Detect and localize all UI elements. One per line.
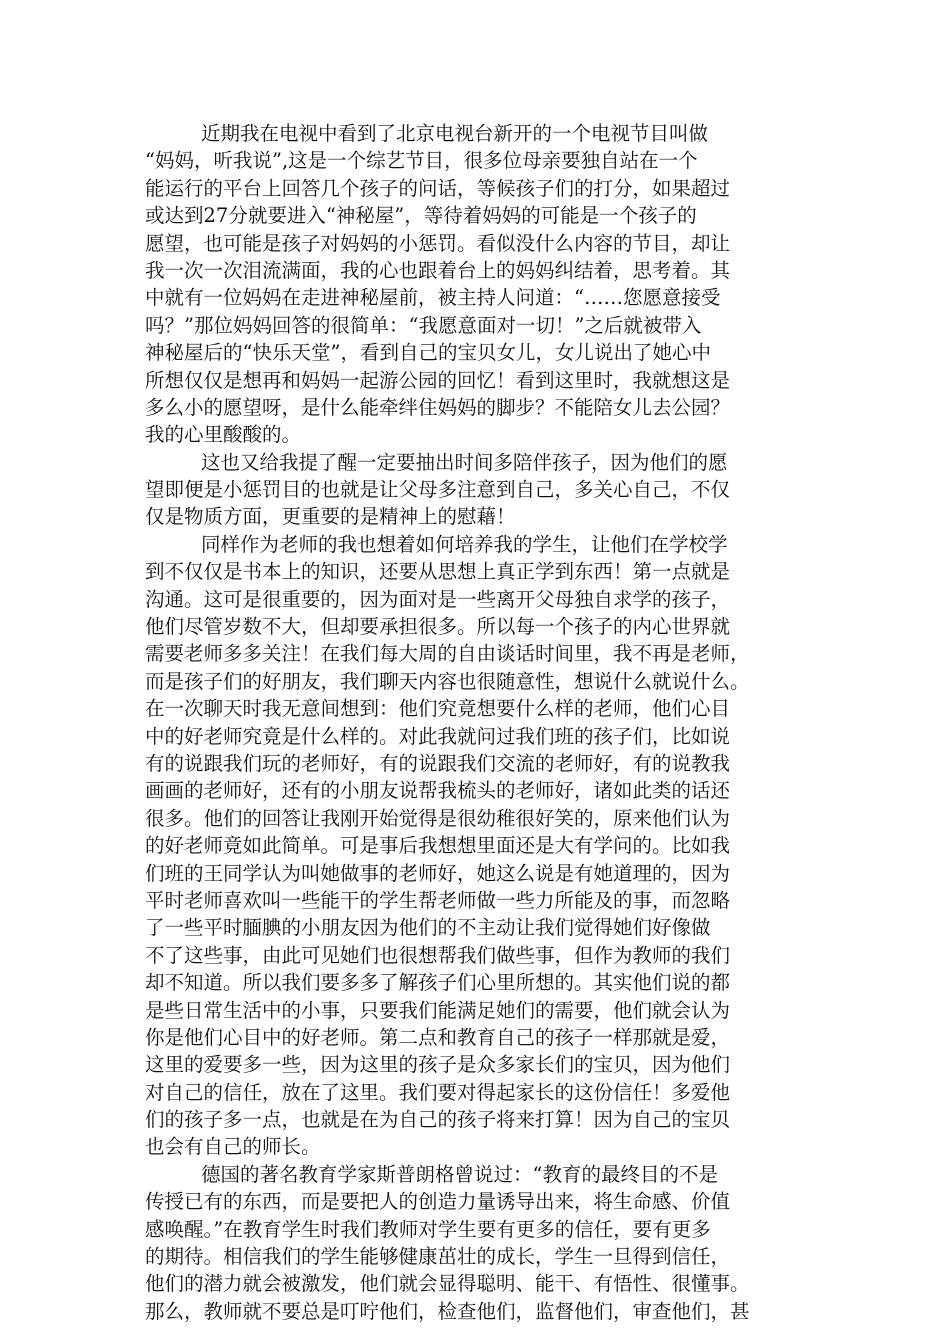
text-line: 同样作为老师的我也想着如何培养我的学生，让他们在学校学 <box>201 532 728 556</box>
text-line: 你是他们心目中的好老师。第二点和教育自己的孩子一样那就是爱， <box>145 1025 731 1049</box>
text-line: 是些日常生活中的小事，只要我们能满足她们的需要，他们就会认为 <box>145 998 731 1022</box>
text-line: 他们的潜力就会被激发，他们就会显得聪明、能干、有悟性、很懂事。 <box>145 1272 750 1296</box>
text-line: 而是孩子们的好朋友，我们聊天内容也很随意性，想说什么就说什么。 <box>145 669 750 693</box>
document-body <box>145 120 810 1325</box>
text-line: 我一次一次泪流满面，我的心也跟着台上的妈妈纠结着，思考着。其 <box>145 258 731 282</box>
text-line: 们班的王同学认为叫她做事的老师好，她这么说是有她道理的，因为 <box>145 861 731 885</box>
text-line: 望即便是小惩罚目的也就是让父母多注意到自己，多关心自己，不仅 <box>145 478 731 502</box>
text-line: 神秘屋后的“快乐天堂”，看到自己的宝贝女儿，女儿说出了她心中 <box>145 341 711 365</box>
text-line: 这也又给我提了醒一定要抽出时间多陪伴孩子，因为他们的愿 <box>201 450 728 474</box>
text-line: 了一些平时腼腆的小朋友因为他们的不主动让我们觉得她们好像做 <box>145 916 711 940</box>
text-line: 平时老师喜欢叫一些能干的学生帮老师做一些力所能及的事，而忽略 <box>145 888 731 912</box>
text-line: 的好老师竟如此简单。可是事后我想想里面还是大有学问的。比如我 <box>145 834 731 858</box>
text-line: 在一次聊天时我无意间想到：他们究竟想要什么样的老师，他们心目 <box>145 697 731 721</box>
text-line: 中的好老师究竟是什么样的。对此我就问过我们班的孩子们，比如说 <box>145 724 731 748</box>
text-line: “妈妈，听我说”,这是一个综艺节目，很多位母亲要独自站在一个 <box>145 149 698 173</box>
text-line: 能运行的平台上回答几个孩子的问话，等候孩子们的打分，如果超过 <box>145 176 731 200</box>
text-line: 德国的著名教育学家斯普朗格曾说过：“教育的最终目的不是 <box>201 1162 718 1186</box>
paragraph-teacher <box>145 531 810 1161</box>
text-line: 这里的爱要多一些，因为这里的孩子是众多家长们的宝贝，因为他们 <box>145 1053 731 1077</box>
text-line: 那么，教师就不要总是叮咛他们，检查他们，监督他们，审查他们，甚 <box>145 1299 750 1323</box>
text-line: 却不知道。所以我们要多多了解孩子们心里所想的。其实他们说的都 <box>145 971 731 995</box>
text-line: 对自己的信任，放在了这里。我们要对得起家长的这份信任！多爱他 <box>145 1080 731 1104</box>
paragraph-tv-program <box>145 120 810 449</box>
text-line: 中就有一位妈妈在走进神秘屋前，被主持人问道：“……您愿意接受 <box>145 286 721 310</box>
paragraph-reminder <box>145 449 810 531</box>
text-line: 们的孩子多一点，也就是在为自己的孩子将来打算！因为自己的宝贝 <box>145 1108 731 1132</box>
text-line: 到不仅仅是书本上的知识，还要从思想上真正学到东西！第一点就是 <box>145 560 731 584</box>
text-line: 画画的老师好，还有的小朋友说帮我梳头的老师好，诸如此类的话还 <box>145 779 731 803</box>
text-line: 近期我在电视中看到了北京电视台新开的一个电视节目叫做 <box>201 122 709 145</box>
text-line: 我的心里酸酸的。 <box>145 423 302 447</box>
text-line: 的期待。相信我们的学生能够健康茁壮的成长，学生一旦得到信任， <box>145 1245 731 1269</box>
text-line: 多么小的愿望呀，是什么能牵绊住妈妈的脚步？不能陪女儿去公园？ <box>145 395 731 419</box>
text-line: 感唤醒。”在教育学生时我们教师对学生要有更多的信任，要有更多 <box>145 1217 711 1241</box>
text-line: 或达到27分就要进入“神秘屋”，等待着妈妈的可能是一个孩子的 <box>145 204 697 228</box>
text-line: 仅是物质方面，更重要的是精神上的慰藉！ <box>145 505 516 529</box>
text-line: 他们尽管岁数不大，但却要承担很多。所以每一个孩子的内心世界就 <box>145 615 731 639</box>
text-line: 有的说跟我们玩的老师好，有的说跟我们交流的老师好，有的说教我 <box>145 751 731 775</box>
text-line: 愿望，也可能是孩子对妈妈的小惩罚。看似没什么内容的节目，却让 <box>145 231 731 255</box>
text-line: 不了这些事，由此可见她们也很想帮我们做些事，但作为教师的我们 <box>145 943 731 967</box>
text-line: 很多。他们的回答让我刚开始觉得是很幼稚很好笑的，原来他们认为 <box>145 806 731 830</box>
text-line: 需要老师多多关注！在我们每大周的自由谈话时间里，我不再是老师， <box>145 642 750 666</box>
paragraph-spranger-quote <box>145 1161 810 1325</box>
text-line: 传授已有的东西，而是要把人的创造力量诱导出来，将生命感、价值 <box>145 1190 731 1214</box>
text-line: 沟通。这可是很重要的，因为面对是一些离开父母独自求学的孩子， <box>145 587 731 611</box>
text-line: 所想仅仅是想再和妈妈一起游公园的回忆！看到这里时，我就想这是 <box>145 368 731 392</box>
text-line: 吗？”那位妈妈回答的很简单：“我愿意面对一切！”之后就被带入 <box>145 313 702 337</box>
text-line: 也会有自己的师长。 <box>145 1135 321 1159</box>
